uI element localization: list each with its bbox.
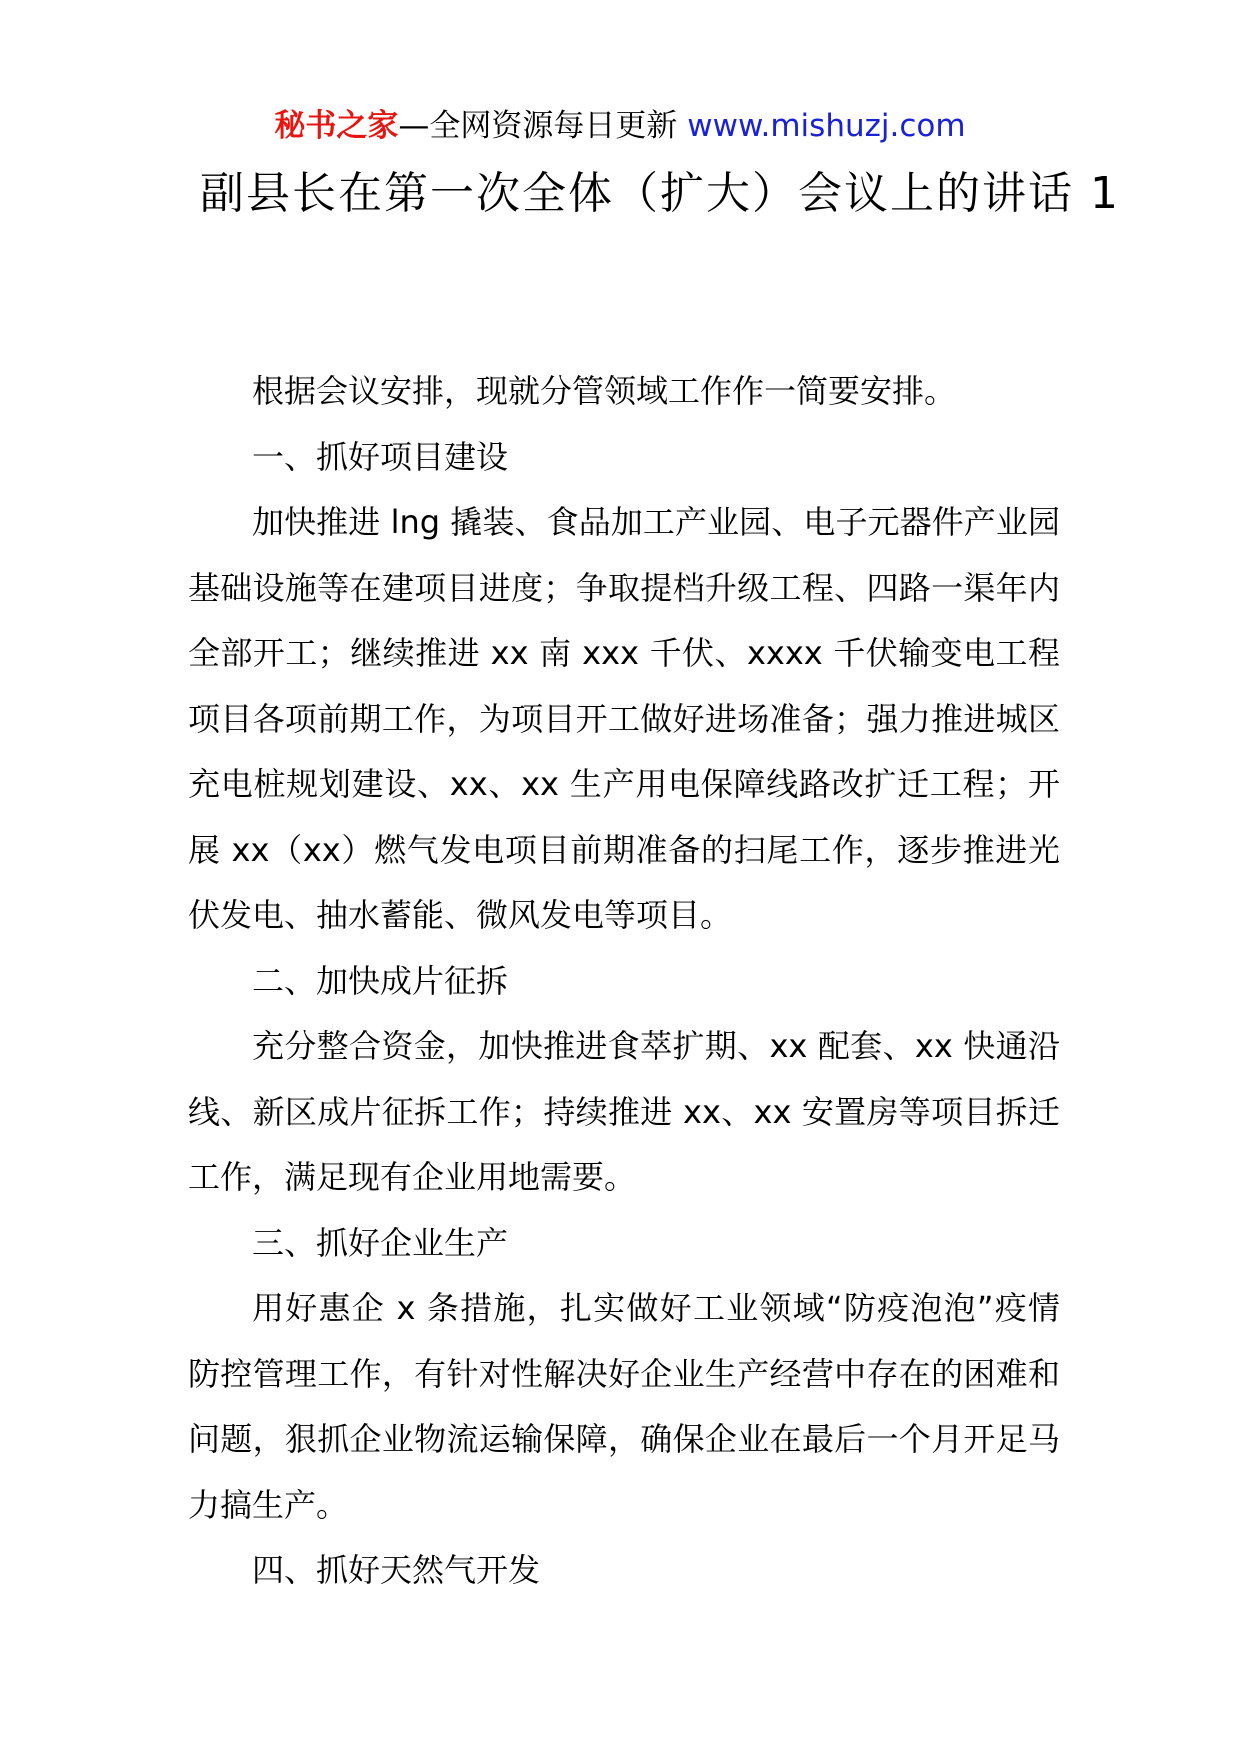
intro-paragraph: 根据会议安排，现就分管领域工作作一简要安排。	[252, 372, 957, 410]
section-heading-3: 三、抓好企业生产	[252, 1223, 509, 1262]
document-title: 副县长在第一次全体（扩大）会议上的讲话 1	[200, 168, 1120, 219]
site-header	[0, 104, 1240, 148]
section-paragraph-2: 充分整合资金，加快推进食萃扩期、xx 配套、xx 快通沿线、新区成片征拆工作；持续推进 xx、xx 安置房等项目拆迁工作，满足现有企业用地需要。	[188, 1027, 1060, 1196]
section-heading-4: 四、抓好天然气开发	[252, 1551, 541, 1589]
section-paragraph-1: 加快推进 lng 撬装、食品加工产业园、电子元器件产业园基础设施等在建项目进度；争取提档升级工程、四路一渠年内全部开工；继续推进 xx 南 xxx 千伏、xxxx 千伏输变电工程项目各项前期工作，为项目开工做好进场准备；强力推进城区充电桩规划建设、xx、xx 生产用电保障线路改扩迁工程；开展 xx（xx）燃气发电项目前期准备的扫尾工作，逐步推进光伏发电、抽水蓄能、微风发电等项目。	[188, 503, 1060, 934]
brand-name: 秘书之家	[274, 108, 399, 144]
header-tagline: —全网资源每日更新	[398, 108, 688, 144]
section-heading-1: 一、抓好项目建设	[252, 437, 509, 476]
site-url[interactable]: www.mishuzj.com	[687, 108, 966, 144]
document-body	[188, 359, 1060, 1604]
section-paragraph-3: 用好惠企 x 条措施，扎实做好工业领域“防疫泡泡”疫情防控管理工作，有针对性解决好企业生产经营中存在的困难和问题，狠抓企业物流运输保障，确保企业在最后一个月开足马力搞生产。	[188, 1289, 1060, 1524]
section-heading-2: 二、加快成片征拆	[252, 961, 509, 1000]
